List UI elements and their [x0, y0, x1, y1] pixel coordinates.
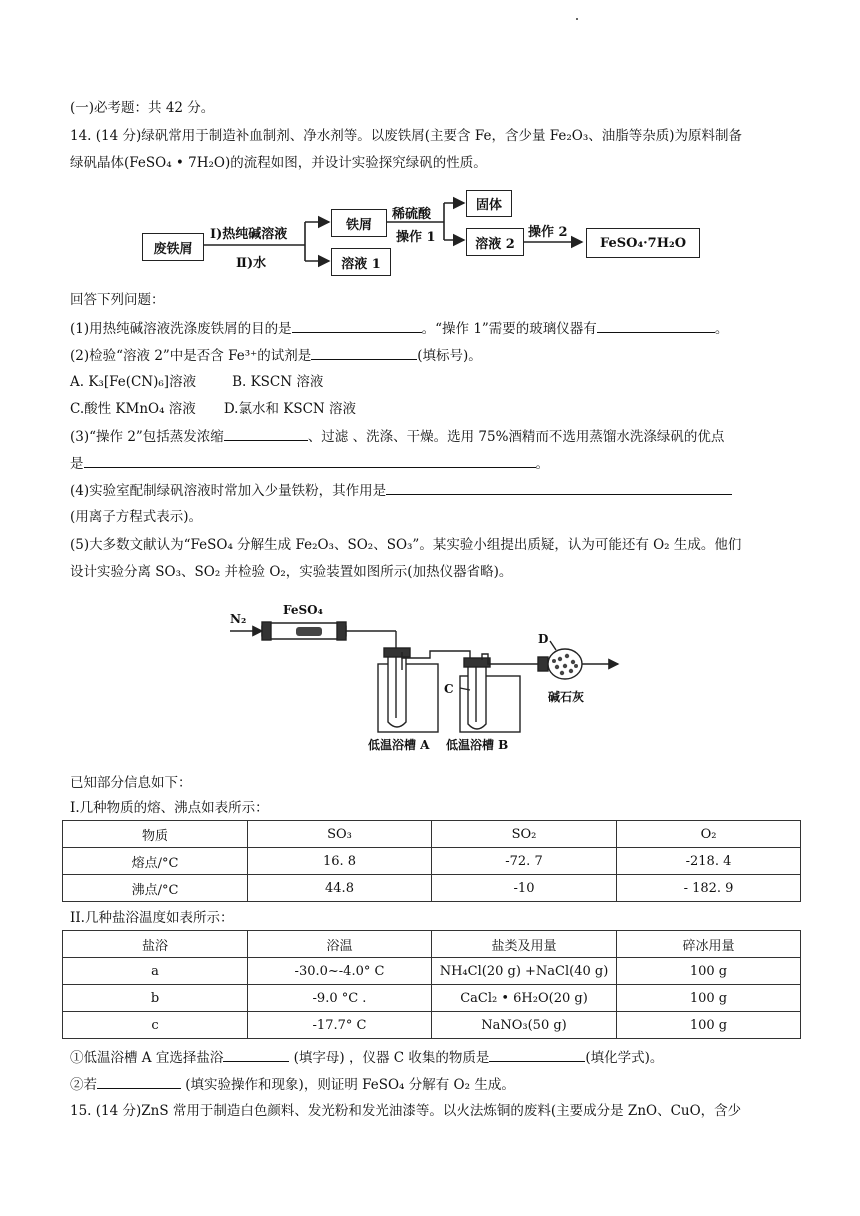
part1-text-a: (1)用热纯碱溶液洗涤废铁屑的目的是 [70, 321, 292, 337]
part2-text-a: (2)检验“溶液 2”中是否含 Fe³⁺的试剂是 [70, 348, 312, 364]
table-cell: -72. 7 [432, 848, 617, 875]
table-header-cell: 物质 [63, 821, 248, 848]
flow-product-box: FeSO₄·7H₂O [586, 228, 700, 258]
feso4-label: FeSO₄ [283, 603, 323, 617]
section-heading: (一)必考题：共 42 分。 [70, 100, 215, 116]
table-cell: NaNO₃(50 g) [432, 1012, 617, 1039]
table-row [63, 875, 801, 902]
subpart1-text-a: ①低温浴槽 A 宜选择盐浴 [70, 1050, 224, 1066]
table-cell: 熔点/°C [63, 848, 248, 875]
table1-caption: I.几种物质的熔、沸点如表所示： [70, 800, 269, 816]
flow-step1-label: Ⅰ)热纯碱溶液 [210, 227, 288, 242]
flow-start-box: 废铁屑 [142, 233, 204, 261]
q14-stem-line1: 14. (14 分)绿矾常用于制造补血制剂、净水剂等。以废铁屑(主要含 Fe，含少量 Fe₂O₃、油脂等杂质)为原料制备 [70, 128, 743, 144]
answer-blank-9 [97, 1075, 181, 1089]
option-a: A. K₃[Fe(CN)₆]溶液 [70, 374, 197, 390]
table-cell: b [63, 985, 248, 1012]
table-header-cell: 碎冰用量 [617, 931, 801, 958]
n2-label: N₂ [230, 612, 247, 626]
table-header-cell: 盐浴 [63, 931, 248, 958]
melting-boiling-table [62, 820, 801, 902]
answer-blank-7 [223, 1048, 289, 1062]
subpart2 [70, 1075, 515, 1094]
c-label: C [444, 682, 454, 696]
table-cell: 沸点/°C [63, 875, 248, 902]
subpart1-text-b: (填字母) ，仪器 C 收集的物质是 [289, 1050, 490, 1066]
table-cell: 100 g [617, 958, 801, 985]
bath-a-label: 低温浴槽 A [368, 738, 430, 752]
flow-solid-box: 固体 [466, 190, 512, 217]
q14-stem-line2: 绿矾晶体(FeSO₄ • 7H₂O)的流程如图，并设计实验探究绿矾的性质。 [70, 155, 487, 171]
q15-stem-line1: 15. (14 分)ZnS 常用于制造白色颜料、发光粉和发光油漆等。以火法炼铜的废料(主要成分是 ZnO、CuO，含少 [70, 1103, 742, 1119]
subpart1 [70, 1048, 663, 1067]
answer-intro: 回答下列问题： [70, 292, 165, 308]
table-header-cell: SO₂ [432, 821, 617, 848]
part4-line2: (用离子方程式表示)。 [70, 509, 203, 525]
flow-solution2-box: 溶液 2 [466, 228, 524, 256]
part2-text-b: (填标号)。 [417, 348, 482, 364]
flow-iron-box: 铁屑 [331, 209, 387, 237]
d-label: D [538, 632, 549, 646]
table-row [63, 821, 801, 848]
table-cell: 100 g [617, 985, 801, 1012]
flow-op1-label: 操作 1 [396, 230, 436, 245]
known-intro: 已知部分信息如下： [70, 775, 192, 791]
flow-op2-label: 操作 2 [528, 225, 568, 240]
salt-bath-table [62, 930, 801, 1039]
subpart2-text-a: ②若 [70, 1077, 97, 1093]
table-cell: -10 [432, 875, 617, 902]
table-cell: a [63, 958, 248, 985]
table-cell: -218. 4 [617, 848, 801, 875]
answer-blank-8 [489, 1048, 585, 1062]
option-d: D.氯水和 KSCN 溶液 [223, 401, 357, 417]
flow-solution1-box: 溶液 1 [331, 248, 391, 276]
table-cell: NH₄Cl(20 g) +NaCl(40 g) [432, 958, 617, 985]
subpart1-text-c: (填化学式)。 [585, 1050, 664, 1066]
option-b: B. KSCN 溶液 [232, 374, 324, 390]
flow-acid-label: 稀硫酸 [392, 207, 432, 222]
table-cell: -9.0 °C . [248, 985, 432, 1012]
table-row [63, 848, 801, 875]
option-c: C.酸性 KMnO₄ 溶液 [70, 401, 196, 417]
table-cell: -17.7° C [248, 1012, 432, 1039]
table-header-cell: O₂ [617, 821, 801, 848]
table-cell: 16. 8 [248, 848, 432, 875]
bath-b-label: 低温浴槽 B [446, 738, 509, 752]
part3-text-d: 。 [535, 456, 549, 472]
table-cell: c [63, 1012, 248, 1039]
table-header-cell: SO₃ [248, 821, 432, 848]
soda-lime-label: 碱石灰 [548, 690, 585, 704]
part4-text-a: (4)实验室配制绿矾溶液时常加入少量铁粉，其作用是 [70, 483, 387, 499]
subpart2-text-b: (填实验操作和现象)，则证明 FeSO₄ 分解有 O₂ 生成。 [181, 1077, 515, 1093]
table-cell: 44.8 [248, 875, 432, 902]
part1-text-b: 。“操作 1”需要的玻璃仪器有 [421, 321, 597, 337]
table-row [63, 985, 801, 1012]
table-cell: -30.0~-4.0° C [248, 958, 432, 985]
part1-text-c: 。 [714, 321, 729, 337]
part3-text-c: 是 [70, 456, 84, 472]
part3-text-b: 、过滤 、洗涤、干燥。选用 75%酒精而不选用蒸馏水洗涤绿矾的优点 [307, 429, 725, 445]
table-row [63, 931, 801, 958]
table-row [63, 1012, 801, 1039]
part5-line1: (5)大多数文献认为“FeSO₄ 分解生成 Fe₂O₃、SO₂、SO₃”。某实验小组提出质疑，认为可能还有 O₂ 生成。他们 [70, 537, 742, 553]
table-cell: - 182. 9 [617, 875, 801, 902]
table-cell: 100 g [617, 1012, 801, 1039]
table-header-cell: 盐类及用量 [432, 931, 617, 958]
table-header-cell: 浴温 [248, 931, 432, 958]
part3-text-a: (3)“操作 2”包括蒸发浓缩 [70, 429, 224, 445]
table2-caption: II.几种盐浴温度如表所示： [70, 910, 234, 926]
table-cell: CaCl₂ • 6H₂O(20 g) [432, 985, 617, 1012]
flow-water-label: Ⅱ)水 [236, 256, 267, 271]
part5-line2: 设计实验分离 SO₃、SO₂ 并检验 O₂，实验装置如图所示(加热仪器省略)。 [70, 564, 513, 580]
table-row [63, 958, 801, 985]
